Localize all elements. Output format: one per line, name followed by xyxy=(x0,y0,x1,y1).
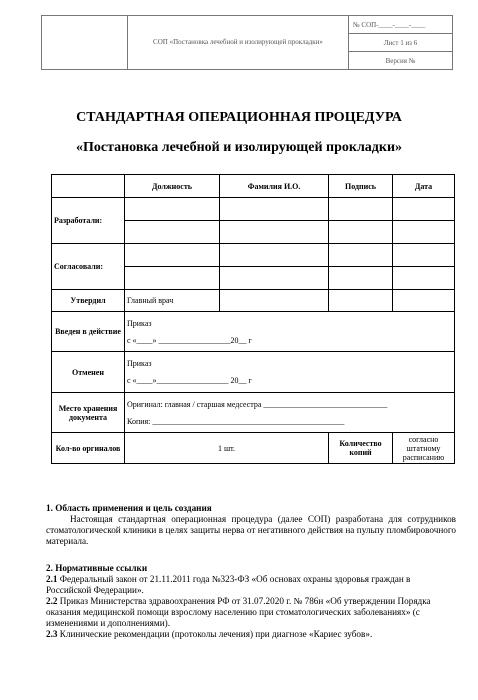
document-header xyxy=(41,15,453,70)
developed-label: Разработали: xyxy=(52,198,125,244)
copies-value: согласно штатному расписанию xyxy=(393,433,455,464)
col-position: Должность xyxy=(125,175,220,198)
originals-value: 1 шт. xyxy=(125,433,329,464)
cancel-label: Отменен xyxy=(52,352,125,393)
table-row xyxy=(52,352,455,393)
section-1-title: 1. Область применения и цель создания xyxy=(46,503,212,513)
header-title: СОП «Постановка лечебной и изолирующей прокладки» xyxy=(128,16,349,69)
ref-2-1: 2.1 Федеральный закон от 21.11.2011 года №323-ФЗ «Об основах охраны здоровья граждан в Российской Федерации». xyxy=(46,574,411,595)
header-meta xyxy=(349,16,452,69)
table-row xyxy=(52,433,455,464)
ref-2-3: 2.3 Клинические рекомендации (протоколы лечения) при диагнозе «Кариес зубов». xyxy=(46,629,373,639)
version-number: Версия № xyxy=(385,56,416,65)
logo-cell xyxy=(42,16,128,69)
section-1-text: Настоящая стандартная операционная процедура (далее СОП) разработана для сотрудников стоматологической клиники в целях защиты нерва от негативного действия на пульпу пломбировочного материала. xyxy=(46,514,456,546)
sheet-number: Лист 1 из 6 xyxy=(349,34,452,52)
intro-label: Введен в действие xyxy=(52,312,125,352)
table-row xyxy=(52,393,455,433)
storage-original: Оригинал: главная / старшая медсестра _______________________________ xyxy=(127,399,388,409)
originals-label: Кол-во оргиналов xyxy=(52,433,125,464)
table-row xyxy=(52,198,455,221)
col-date: Дата xyxy=(393,175,455,198)
table-row xyxy=(52,290,455,312)
approved-label: Утвердил xyxy=(52,290,125,312)
ref-2-2: 2.2 Приказ Министерства здравоохранения РФ от 31.07.2020 г. № 786н «Об утверждении Порядка оказания медицинской помощи взрослому населению при стоматологических заболеваниях» (с изменениями и дополнениями). xyxy=(46,596,431,628)
approved-position: Главный врач xyxy=(125,290,220,312)
section-2-title: 2. Нормативные ссылки xyxy=(46,563,148,573)
agreed-label: Согласовали: xyxy=(52,244,125,290)
cancel-order: Приказ xyxy=(127,359,152,368)
intro-order: Приказ xyxy=(127,318,152,328)
cancel-date-line: с «____»__________________ 20__ г xyxy=(127,376,252,385)
document-subtitle: «Постановка лечебной и изолирующей прокладки» xyxy=(75,140,403,155)
col-name: Фамилия И.О. xyxy=(220,175,329,198)
section-1 xyxy=(46,503,456,547)
table-row xyxy=(52,244,455,267)
storage-label: Место хранения документа xyxy=(52,393,125,433)
copies-label: Количество копий xyxy=(329,433,393,464)
col-signature: Подпись xyxy=(329,175,393,198)
section-2 xyxy=(46,563,456,640)
table-row xyxy=(52,312,455,352)
approval-table xyxy=(51,174,455,464)
sop-number: № СОП-____-____-____ xyxy=(349,16,452,34)
table-header-row xyxy=(52,175,455,198)
storage-copy: Копия: ________________________________________________ xyxy=(127,416,345,426)
document-title: СТАНДАРТНАЯ ОПЕРАЦИОННАЯ ПРОЦЕДУРА xyxy=(76,110,402,125)
intro-date-line: с «____» __________________20__ г xyxy=(127,335,252,345)
